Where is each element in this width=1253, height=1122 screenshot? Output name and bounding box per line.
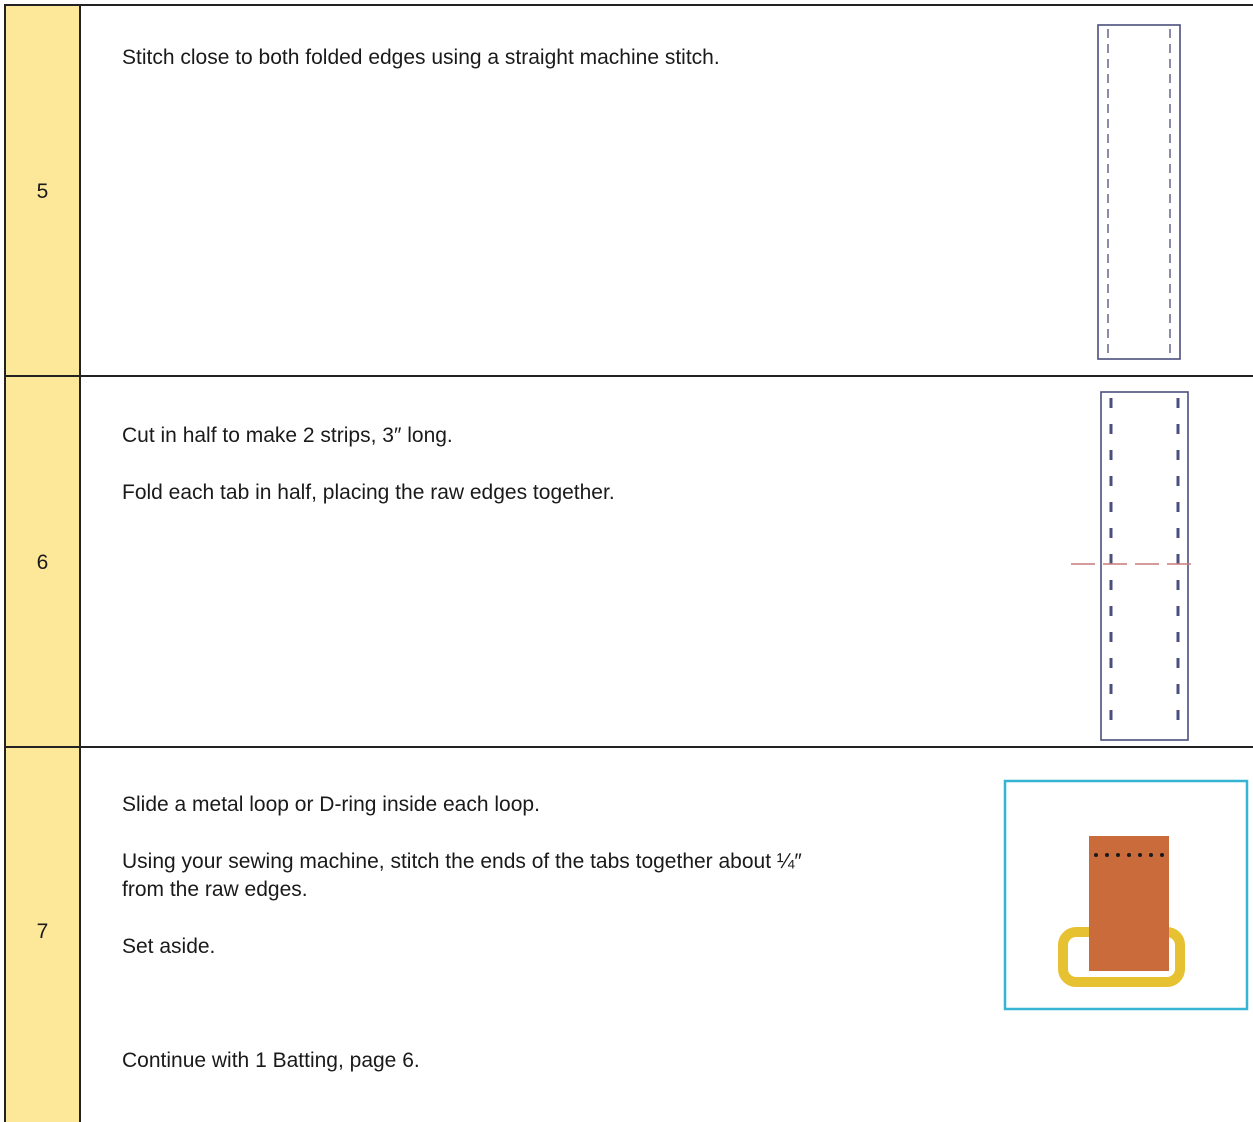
cut-strip-illustration	[1068, 388, 1198, 744]
table-border-top	[4, 4, 1253, 6]
step-number: 7	[36, 920, 49, 943]
instruction-line: Cut in half to make 2 strips, 3″ long.	[122, 424, 453, 447]
stitched-strip-illustration	[1090, 20, 1190, 365]
tab-with-d-ring-illustration	[1003, 779, 1249, 1013]
instruction-line: Set aside.	[122, 935, 216, 958]
instruction-line: Fold each tab in half, placing the raw edges together.	[122, 481, 615, 504]
step-number: 6	[36, 551, 49, 574]
row-divider	[4, 746, 1253, 748]
instruction-line: Continue with 1 Batting, page 6.	[122, 1049, 420, 1072]
row-divider	[4, 375, 1253, 377]
instruction-line: Using your sewing machine, stitch the ends of the tabs together about ¼″	[122, 850, 802, 873]
instruction-line: Slide a metal loop or D-ring inside each loop.	[122, 793, 540, 816]
instruction-line: from the raw edges.	[122, 878, 308, 901]
step-number: 5	[36, 180, 49, 203]
step-instructions	[122, 44, 720, 72]
step-instructions	[122, 422, 615, 507]
step-instructions	[122, 791, 802, 1075]
instruction-line: Stitch close to both folded edges using a straight machine stitch.	[122, 46, 720, 69]
